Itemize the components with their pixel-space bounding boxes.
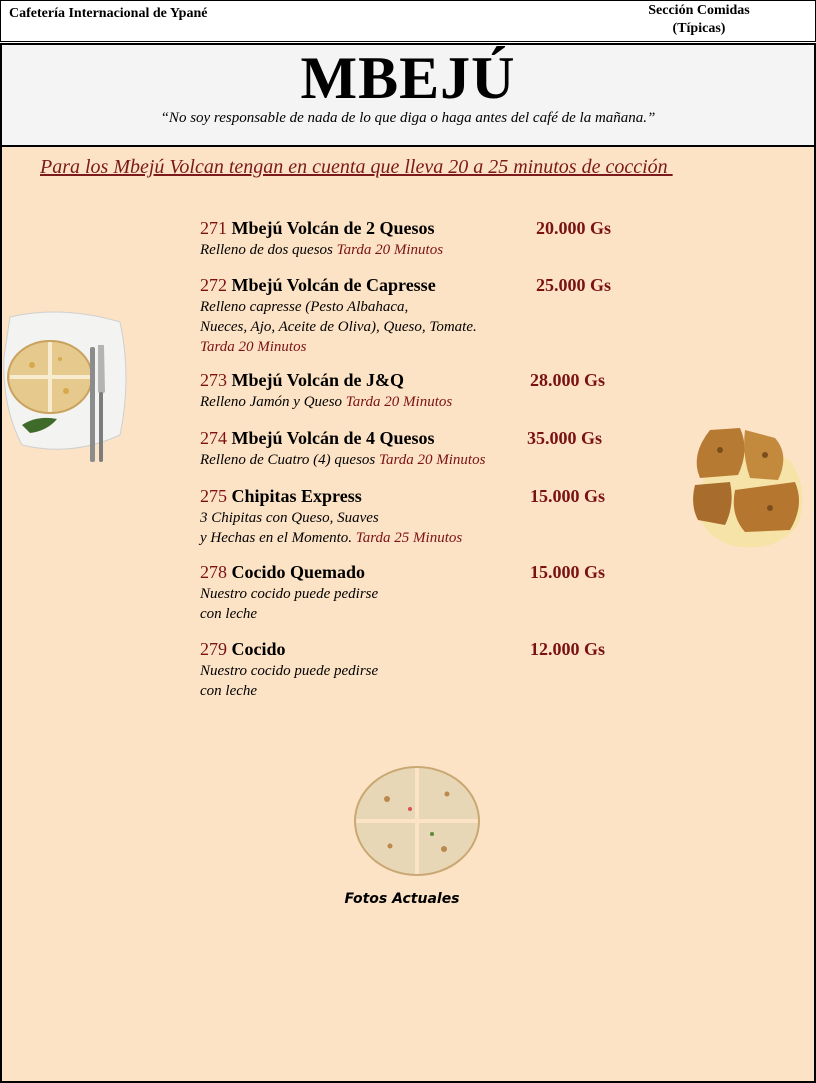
description-text: con leche — [200, 606, 258, 622]
menu-item — [200, 370, 640, 412]
menu-item-header — [200, 486, 640, 508]
description-text: Relleno Jamón y Queso — [200, 394, 343, 410]
item-description — [200, 240, 640, 260]
description-text: Nuestro cocido puede pedirse — [200, 663, 379, 679]
menu-body — [0, 147, 816, 1083]
cook-time: Tarda 20 Minutos — [345, 394, 453, 410]
description-line — [200, 240, 640, 260]
menu-item — [200, 562, 640, 624]
item-description — [200, 450, 640, 470]
item-code: 272 — [200, 275, 227, 295]
description-line — [200, 337, 640, 357]
item-price: 15.000 Gs — [530, 486, 606, 506]
cooking-notice: Para los Mbejú Volcan tengan en cuenta que lleva 20 a 25 minutos de cocción — [40, 156, 673, 178]
cook-time: Tarda 20 Minutos — [200, 339, 307, 355]
menu-item-header — [200, 639, 640, 661]
item-price: 20.000 Gs — [536, 218, 612, 238]
item-code: 273 — [200, 370, 227, 390]
brand-name: Cafetería Internacional de Ypané — [9, 6, 208, 21]
mbeju-cheese-photo-icon — [690, 420, 810, 555]
item-name: Mbejú Volcán de 2 Quesos — [231, 218, 435, 238]
item-name: Mbejú Volcán de Capresse — [231, 275, 436, 295]
item-price: 15.000 Gs — [530, 562, 606, 582]
description-text: 3 Chipitas con Queso, Suaves — [200, 510, 379, 526]
cook-time: Tarda 20 Minutos — [379, 452, 486, 468]
menu-item — [200, 486, 640, 548]
section-line-1: Sección Comidas — [648, 3, 750, 18]
item-price: 12.000 Gs — [530, 639, 606, 659]
description-line — [200, 317, 640, 337]
description-line — [200, 681, 640, 701]
page-header — [0, 43, 816, 147]
item-description — [200, 508, 640, 548]
description-line — [200, 661, 640, 681]
cook-time: Tarda 25 Minutos — [355, 530, 463, 546]
cook-time: Tarda 20 Minutos — [336, 242, 444, 258]
mbeju-plate-photo-icon — [2, 307, 132, 472]
item-code: 271 — [200, 218, 227, 238]
item-name: Cocido — [231, 639, 286, 659]
item-code: 279 — [200, 639, 227, 659]
menu-item — [200, 218, 640, 260]
item-price: 35.000 Gs — [527, 428, 603, 448]
item-name: Chipitas Express — [231, 486, 362, 506]
section-line-2: (Típicas) — [672, 21, 726, 36]
description-line — [200, 528, 640, 548]
description-text: Nuestro cocido puede pedirse — [200, 586, 379, 602]
item-code: 278 — [200, 562, 227, 582]
menu-item — [200, 639, 640, 701]
mbeju-cut-photo-icon — [352, 764, 482, 879]
item-description — [200, 297, 640, 357]
description-line — [200, 450, 640, 470]
menu-item-header — [200, 562, 640, 584]
description-text: y Hechas en el Momento. — [200, 530, 353, 546]
menu-item — [200, 428, 640, 470]
description-text: Relleno de dos quesos — [200, 242, 333, 258]
item-price: 25.000 Gs — [536, 275, 612, 295]
description-text: Relleno capresse (Pesto Albahaca, — [200, 299, 409, 315]
menu-item — [200, 275, 640, 357]
description-text: Nueces, Ajo, Aceite de Oliva), Queso, Tomate. — [200, 319, 477, 335]
description-line — [200, 297, 640, 317]
item-description — [200, 584, 640, 624]
header-quote: “No soy responsable de nada de lo que diga o haga antes del café de la mañana.” — [160, 110, 656, 126]
top-bar — [0, 0, 816, 42]
item-name: Mbejú Volcán de 4 Quesos — [231, 428, 435, 448]
item-description — [200, 661, 640, 701]
item-code: 274 — [200, 428, 227, 448]
photos-caption: Fotos Actuales — [344, 891, 460, 907]
item-price: 28.000 Gs — [530, 370, 606, 390]
menu-item-header — [200, 275, 640, 297]
item-code: 275 — [200, 486, 227, 506]
description-text: Relleno de Cuatro (4) quesos — [200, 452, 376, 468]
page-title: MBEJÚ — [300, 45, 516, 111]
description-text: con leche — [200, 683, 258, 699]
section-label — [639, 2, 759, 38]
description-line — [200, 584, 640, 604]
item-description — [200, 392, 640, 412]
menu-item-header — [200, 428, 640, 450]
description-line — [200, 604, 640, 624]
menu-item-header — [200, 218, 640, 240]
item-name: Cocido Quemado — [231, 562, 366, 582]
menu-item-header — [200, 370, 640, 392]
description-line — [200, 392, 640, 412]
description-line — [200, 508, 640, 528]
item-name: Mbejú Volcán de J&Q — [231, 370, 405, 390]
